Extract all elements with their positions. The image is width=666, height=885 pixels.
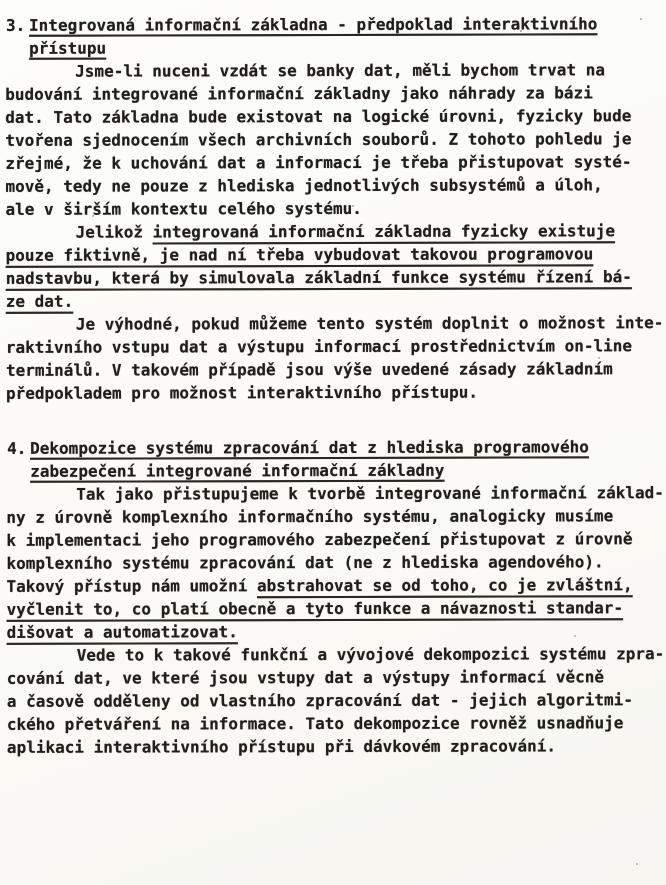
section-3-title-line-1: Integrovaná informační základna - předpoklad interaktivního [29,14,598,35]
section-3-heading [0,12,666,60]
paragraph-4-plain-text: Tak jako přistupujeme k tvorbě integrované informační základ- ny z úrovně komplexního informačního systému, analogicky musíme k implementaci jeho programového zabezpečení přistupovat z úrovně komplexního systému zpracování dat (ne z hlediska agendového). Takový přístup nám umožní [6,483,664,596]
paragraph-4 [6,481,666,644]
section-3-title-line-2: přístupu [29,38,107,58]
section-4-number: 4. [7,438,27,458]
paragraph-5: Vede to k takové funkční a vývojové dekompozici systému zpra- cování dat, ve které jsou vstupy dat a výstupy informací věcně a časově odděleny od vlastního zpracování dat - jejich algoritmi- ckého přetváření na informace. Tato dekompozice rovněž usnadňuje aplikaci interaktivního přístupu při dávkovém zpracování. [6,644,665,757]
section-4-title-line-1: Dekompozice systému zpracování dat z hlediska programového [30,437,589,458]
scan-noise-speckles [0,0,2,2]
paragraph-3: Je výhodné, pokud můžeme tento systém doplnit o možnost inte- raktivního vstupu dat a výstupu informací prostřednictvím on-line terminálů. V takovém případě jsou výše uvedené zásady základním předpokladem pro možnost interaktivního přístupu. [5,313,664,403]
paragraph-4-pen-underlined-passage: abstrahovat se od toho, co je zvláštní, vyčlenit to, co platí obecně a tyto funkce a návaznosti standar- dišovat a automatizovat. [6,575,633,642]
paragraph-2-plain-text: Jelikož [75,222,153,242]
paragraph-2-pen-underlined-passage: integrovaná informační základna fyzicky existuje pouze fiktivně, je nad ní třeba vybudovat takovou programovou nadstavbu, která by simulovala základní funkce systému řízení bá- ze dat. [5,221,632,311]
paragraph-1: Jsme-li nuceni vzdát se banky dat, měli bychom trvat na budování integrované informační základny jako náhrady za bázi dat. Tato základna bude existovat na logické úrovni, fyzicky bude tvořena sjednocením všech archivních souborů. Z tohoto pohledu je zřejmé, že k uchování dat a informací je třeba přistupovat systé- mově, tedy ne pouze z hlediska jednotlivých subsystémů a úloh, ale v širším kontextu celého systému. [5,60,632,219]
section-3-number: 3. [6,15,26,35]
section-4-heading [1,435,666,483]
section-4-title-line-2: zabezpečení integrované informační základny [30,460,445,481]
paragraph-2 [6,219,666,313]
page-content [0,12,666,759]
